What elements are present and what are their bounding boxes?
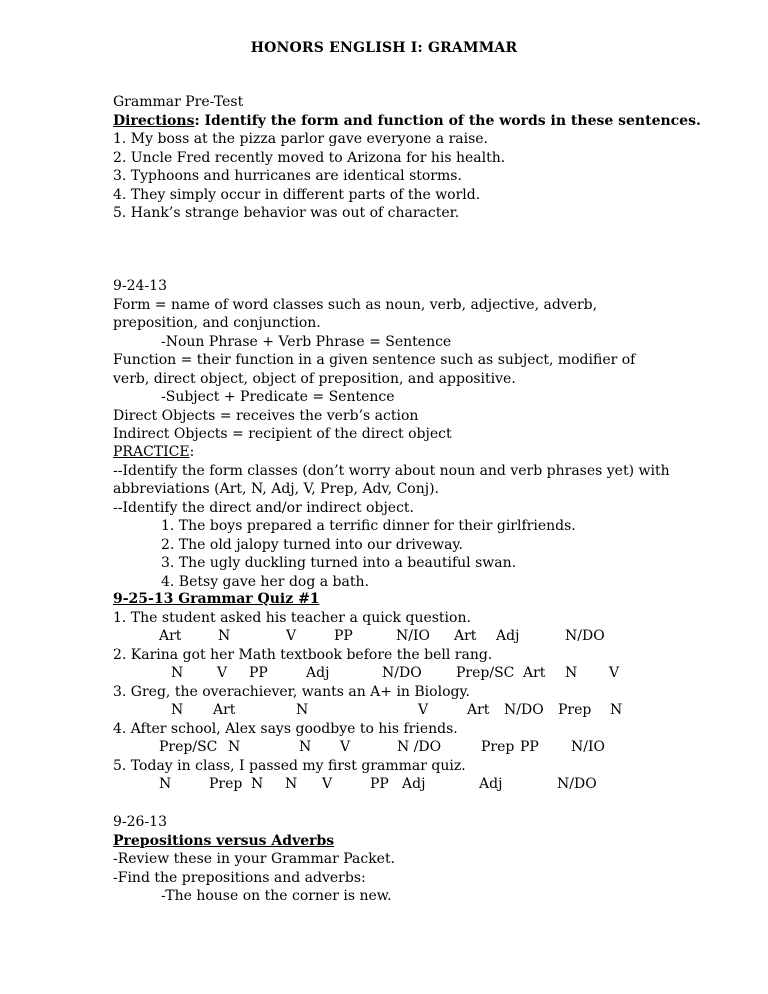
directions-label: Directions: [113, 112, 195, 129]
pos-label: Prep/SC: [456, 665, 515, 681]
quiz-labels-row: [113, 738, 733, 757]
pos-label: Adj: [496, 628, 520, 644]
form-definition: Form = name of word classes such as noun, verb, adjective, adverb, preposition, and conjunction.: [113, 296, 598, 331]
quiz-section: [113, 590, 733, 794]
pos-label: N/IO: [396, 628, 430, 644]
pos-label: Adj: [402, 776, 426, 792]
practice-item: 2. The old jalopy turned into our driveway.: [161, 536, 463, 553]
pos-label: N /DO: [397, 739, 442, 755]
pos-label: Art: [213, 702, 236, 718]
pos-label: N: [159, 776, 172, 792]
pos-label: N/DO: [557, 776, 597, 792]
quiz-sentence: 5. Today in class, I passed my first grammar quiz.: [113, 757, 466, 774]
notes-date: 9-24-13: [113, 278, 167, 294]
pos-label: Art: [467, 702, 490, 718]
pos-label: Art: [523, 665, 546, 681]
prepositions-instruction: -Find the prepositions and adverbs:: [113, 869, 366, 886]
quiz-labels-row: [113, 664, 733, 683]
pos-label: N: [171, 665, 184, 681]
pos-label: V: [286, 628, 297, 644]
pretest-sentence: 2. Uncle Fred recently moved to Arizona for his health.: [113, 149, 506, 166]
pos-label: PP: [334, 628, 353, 644]
pos-label: N/IO: [571, 739, 605, 755]
pos-label: N: [299, 739, 312, 755]
quiz-sentence: 2. Karina got her Math textbook before the bell rang.: [113, 646, 493, 663]
form-formula: -Noun Phrase + Verb Phrase = Sentence: [161, 333, 452, 350]
quiz-heading: 9-25-13 Grammar Quiz #1: [113, 591, 320, 607]
quiz-sentence: 3. Greg, the overachiever, wants an A+ in Biology.: [113, 683, 470, 700]
indirect-objects-definition: Indirect Objects = recipient of the direct object: [113, 426, 452, 442]
pos-label: N: [296, 702, 309, 718]
quiz-sentence: 1. The student asked his teacher a quick question.: [113, 609, 471, 626]
practice-heading: [113, 443, 673, 462]
prepositions-heading: Prepositions versus Adverbs: [113, 832, 335, 849]
pos-label: Adj: [306, 665, 330, 681]
practice-item: 3. The ugly duckling turned into a beautiful swan.: [161, 555, 517, 571]
pos-label: N/DO: [565, 628, 605, 644]
quiz-labels-row: [113, 775, 733, 794]
pos-label: N/DO: [504, 702, 544, 718]
directions-text: : Identify the form and function of the words in these sentences.: [194, 112, 701, 129]
pretest-sentence: 1. My boss at the pizza parlor gave everyone a raise.: [113, 131, 488, 147]
pos-label: N: [251, 776, 264, 792]
quiz-labels-row: [113, 701, 733, 720]
prepositions-example: -The house on the corner is new.: [161, 888, 392, 904]
pos-label: V: [609, 665, 620, 681]
practice-colon: :: [189, 444, 195, 460]
practice-instruction: --Identify the direct and/or indirect object.: [113, 499, 414, 516]
pos-label: N: [565, 665, 578, 681]
pos-label: Prep: [481, 739, 515, 755]
practice-label: PRACTICE: [113, 444, 190, 460]
practice-item: 1. The boys prepared a terrific dinner for their girlfriends.: [161, 518, 576, 534]
pos-label: PP: [520, 739, 539, 755]
direct-objects-definition: Direct Objects = receives the verb’s action: [113, 407, 419, 424]
pos-label: PP: [249, 665, 268, 681]
pretest-heading: Grammar Pre-Test: [113, 94, 244, 110]
prepositions-section: [113, 813, 673, 906]
pos-label: N: [285, 776, 298, 792]
pos-label: V: [340, 739, 351, 755]
prepositions-instruction: -Review these in your Grammar Packet.: [113, 851, 396, 867]
pretest-directions: [113, 112, 701, 131]
practice-instruction: --Identify the form classes (don’t worry about noun and verb phrases yet) with abbreviations (Art, N, Adj, V, Prep, Adv, Conj).: [113, 462, 670, 497]
pretest-sentence: 5. Hank’s strange behavior was out of character.: [113, 205, 460, 221]
pos-label: Adj: [479, 776, 503, 792]
pretest-section: [113, 93, 701, 223]
notes-section: [113, 277, 673, 444]
pos-label: PP: [370, 776, 389, 792]
pos-label: Art: [454, 628, 477, 644]
pos-label: N: [228, 739, 241, 755]
practice-item: 4. Betsy gave her dog a bath.: [161, 573, 369, 590]
pos-label: N: [218, 628, 231, 644]
pos-label: Art: [159, 628, 182, 644]
pos-label: N: [171, 702, 184, 718]
prepositions-date: 9-26-13: [113, 814, 167, 830]
function-formula: -Subject + Predicate = Sentence: [161, 389, 395, 405]
function-definition: Function = their function in a given sentence such as subject, modifier of verb, direct object, object of preposition, and appositive.: [113, 352, 636, 387]
pretest-sentence: 3. Typhoons and hurricanes are identical storms.: [113, 168, 462, 184]
quiz-labels-row: [113, 627, 733, 646]
quiz-sentence: 4. After school, Alex says goodbye to his friends.: [113, 720, 458, 737]
document-title: HONORS ENGLISH I: GRAMMAR: [250, 40, 518, 56]
pos-label: N: [610, 702, 623, 718]
pos-label: Prep: [209, 776, 243, 792]
pos-label: N/DO: [382, 665, 422, 681]
pos-label: V: [418, 702, 429, 718]
pos-label: V: [217, 665, 228, 681]
pos-label: Prep/SC: [159, 739, 218, 755]
pos-label: Prep: [558, 702, 592, 718]
practice-section: [113, 443, 673, 591]
pos-label: V: [322, 776, 333, 792]
pretest-sentence: 4. They simply occur in different parts of the world.: [113, 186, 481, 203]
